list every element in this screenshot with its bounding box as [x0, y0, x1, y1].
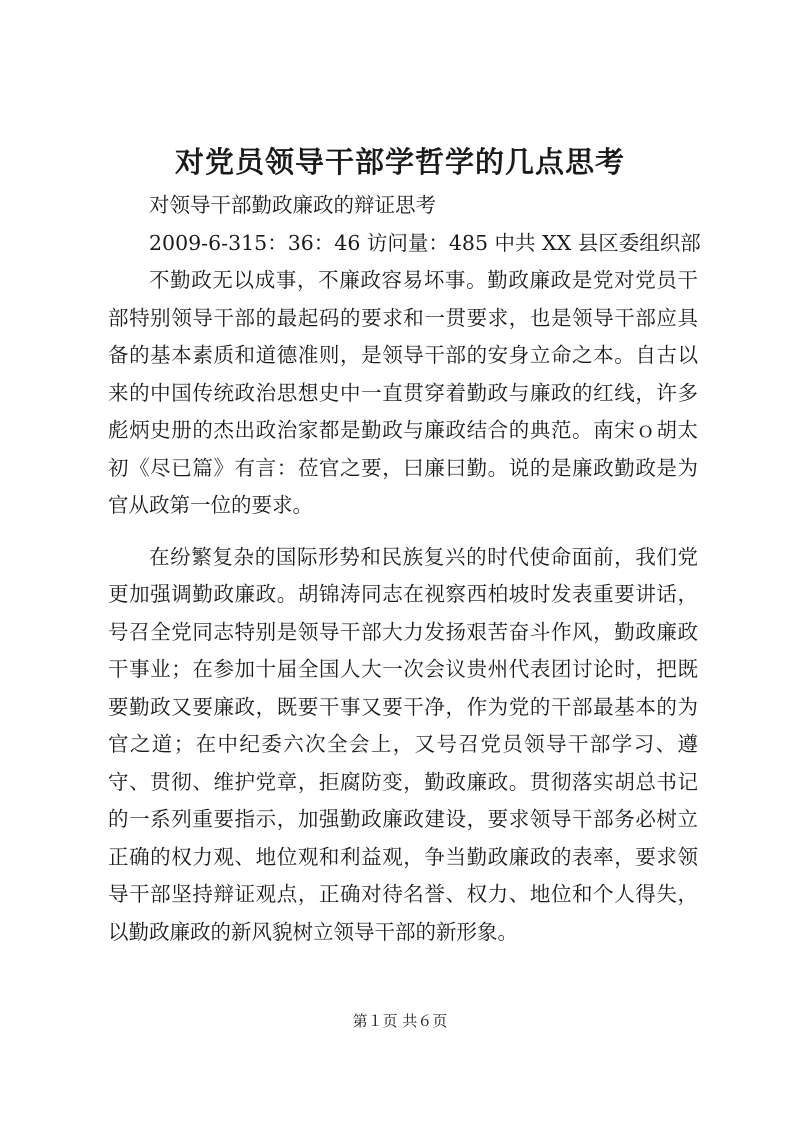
- article-meta-line: 2009-6-315：36：46 访问量：485 中共 XX 县区委组织部: [149, 230, 701, 255]
- document-subtitle: 对领导干部勤政廉政的辩证思考: [149, 193, 436, 217]
- document-title: 对党员领导干部学哲学的几点思考: [174, 145, 625, 179]
- body-paragraph-1: 不勤政无以成事，不廉政容易坏事。勤政廉政是党对党员干部特别领导干部的最起码的要求和一贯要求，也是领导干部应具备的基本素质和道德准则，是领导干部的安身立命之本。自古以来的中国传统政治思想史中一直贯穿着勤政与廉政的红线，许多彪炳史册的杰出政治家都是勤政与廉政结合的典范。南宋ｏ胡太初《尽已篇》有言：莅官之要，曰廉曰勤。说的是廉政勤政是为官从政第一位的要求。: [108, 268, 698, 517]
- document-body: [108, 187, 701, 965]
- page-footer-indicator: 第１页 共６页: [352, 1012, 448, 1030]
- body-paragraph-2: 在纷繁复杂的国际形势和民族复兴的时代使命面前，我们党更加强调勤政廉政。胡锦涛同志在视察西柏坡时发表重要讲话，号召全党同志特别是领导干部大力发扬艰苦奋斗作风，勤政廉政干事业；在参加十届全国人大一次会议贵州代表团讨论时，把既要勤政又要廉政，既要干事又要干净，作为党的干部最基本的为官之道；在中纪委六次全会上，又号召党员领导干部学习、遵守、贯彻、维护党章，拒腐防变，勤政廉政。贯彻落实胡总书记的一系列重要指示，加强勤政廉政建设，要求领导干部务必树立正确的权力观、地位观和利益观，争当勤政廉政的表率，要求领导干部坚持辩证观点，正确对待名誉、权力、地位和个人得失，以勤政廉政的新风貌树立领导干部的新形象。: [108, 544, 698, 944]
